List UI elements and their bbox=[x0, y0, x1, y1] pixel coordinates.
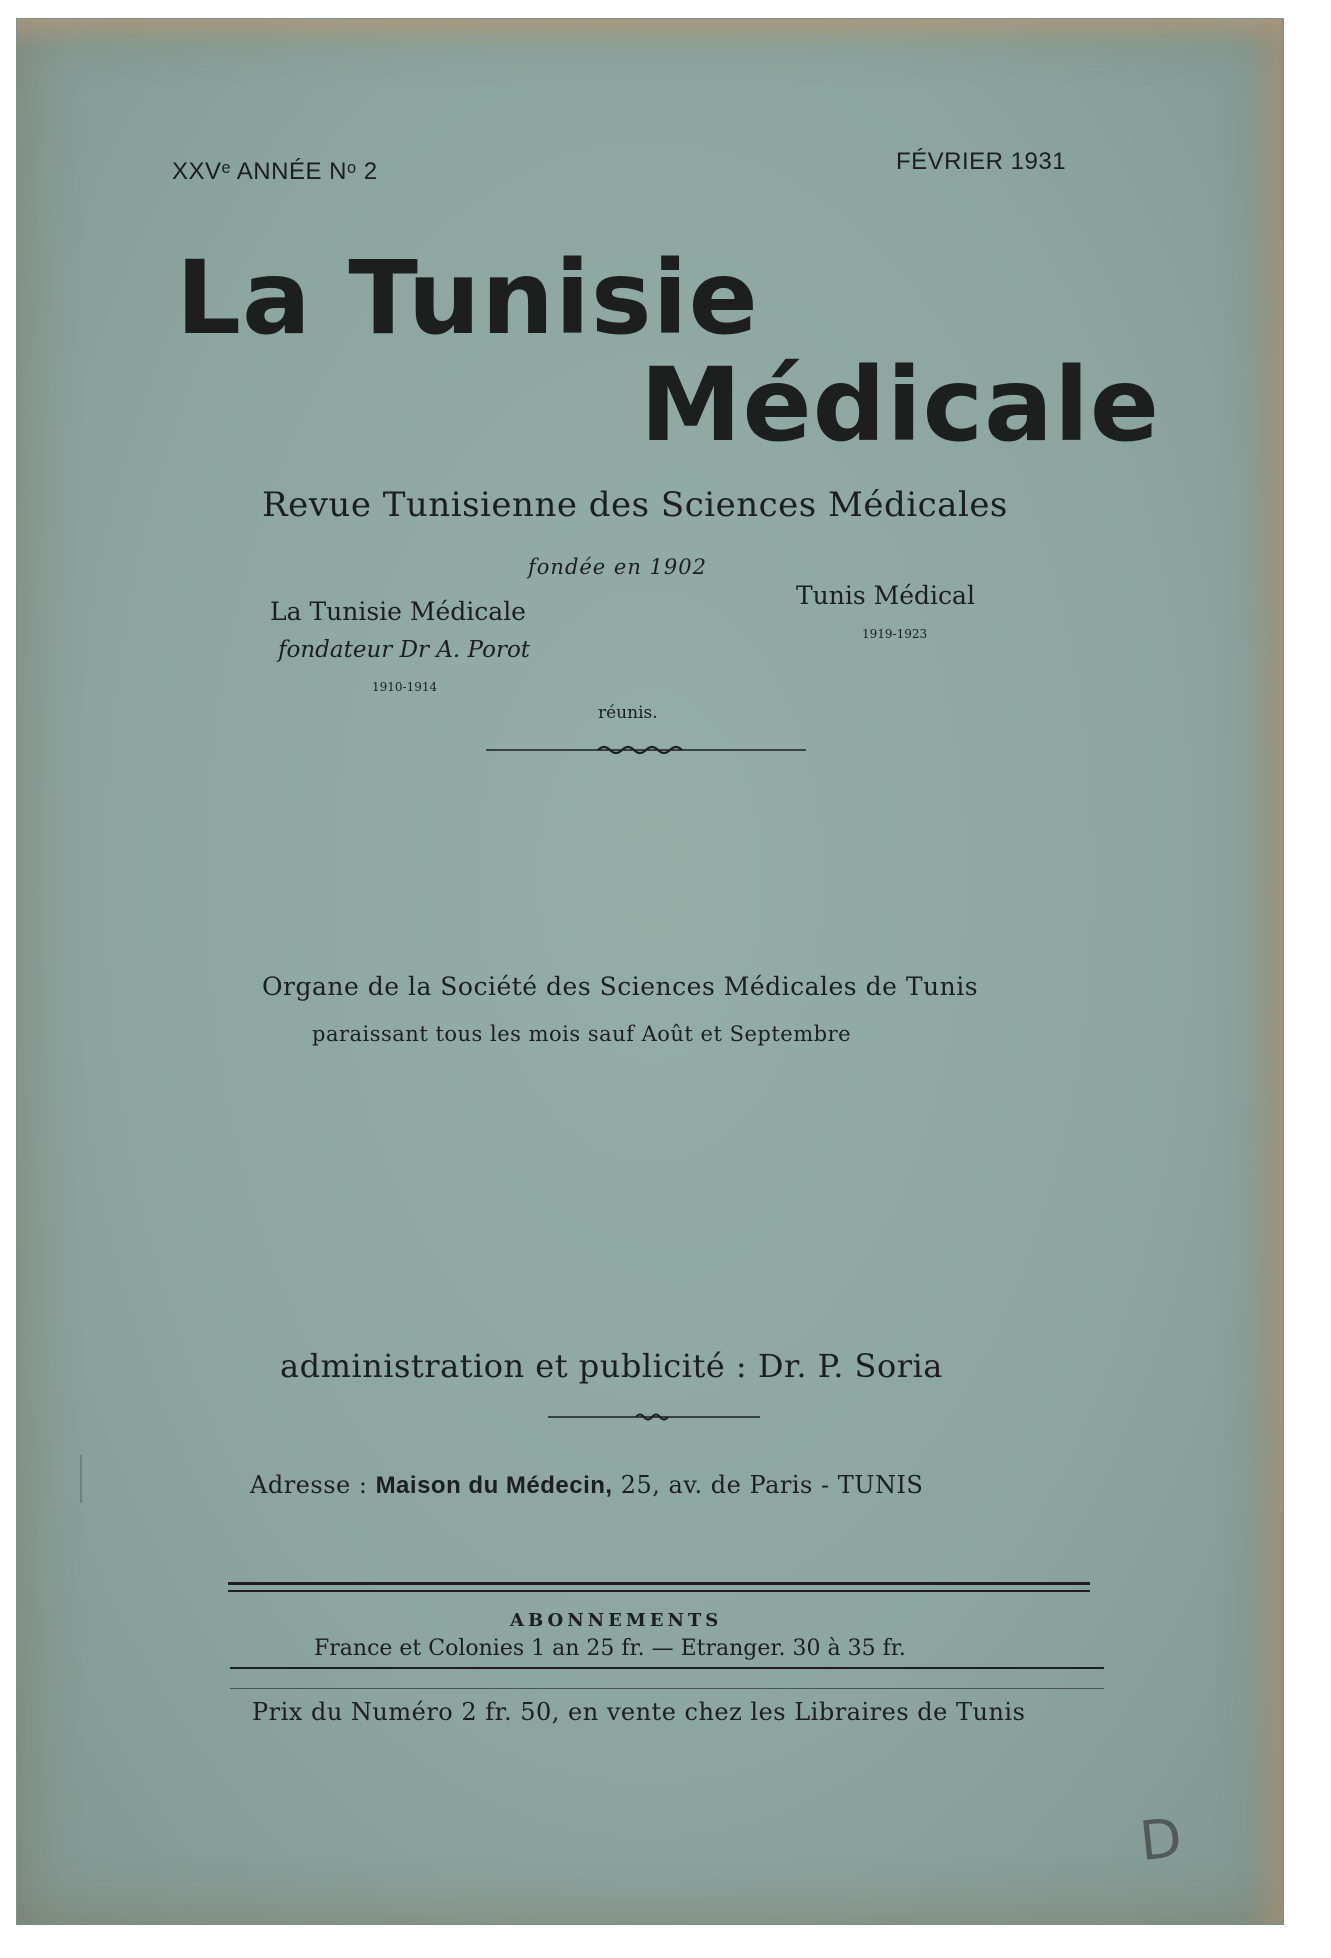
ornamental-divider-top bbox=[486, 742, 806, 758]
rule-mid bbox=[230, 1667, 1104, 1669]
issue-number: XXVᵉ ANNÉE Nᵒ 2 bbox=[172, 158, 378, 185]
merged-journal-right-name: Tunis Médical bbox=[796, 581, 975, 610]
merged-label: réunis. bbox=[598, 703, 658, 723]
pencil-annotation: D bbox=[1136, 1805, 1185, 1874]
subscription-rates: France et Colonies 1 an 25 fr. — Etranger. 30 à 35 fr. bbox=[314, 1636, 906, 1661]
double-rule-top-2 bbox=[228, 1590, 1090, 1592]
margin-mark bbox=[80, 1455, 82, 1503]
subscriptions-heading: ABONNEMENTS bbox=[510, 1610, 723, 1631]
society-organ-line: Organe de la Société des Sciences Médicales de Tunis bbox=[262, 972, 979, 1001]
merged-journal-right-years: 1919-1923 bbox=[862, 627, 928, 641]
top-edge-stain bbox=[17, 19, 1283, 49]
merged-journal-left-years: 1910-1914 bbox=[372, 680, 438, 694]
rule-above-price bbox=[230, 1688, 1104, 1689]
merged-journal-left-name: La Tunisie Médicale bbox=[270, 597, 526, 626]
publication-frequency: paraissant tous les mois sauf Août et Septembre bbox=[312, 1022, 852, 1046]
journal-title-line-2: Médicale bbox=[640, 346, 1161, 465]
journal-title-line-1: La Tunisie bbox=[176, 239, 759, 358]
ornamental-divider-bottom bbox=[548, 1410, 760, 1424]
journal-subtitle: Revue Tunisienne des Sciences Médicales bbox=[262, 485, 1008, 525]
address-line bbox=[250, 1471, 923, 1500]
right-edge-stain bbox=[1243, 19, 1283, 1924]
administration-line: administration et publicité : Dr. P. Soria bbox=[280, 1347, 943, 1385]
address-street: 25, av. de Paris - TUNIS bbox=[620, 1471, 924, 1499]
merged-journal-left-founder: fondateur Dr A. Porot bbox=[278, 637, 531, 663]
issue-price-line: Prix du Numéro 2 fr. 50, en vente chez les Libraires de Tunis bbox=[252, 1698, 1026, 1726]
double-rule-top-1 bbox=[228, 1582, 1090, 1585]
address-label: Adresse : bbox=[250, 1471, 368, 1499]
founded-year: fondée en 1902 bbox=[528, 555, 707, 579]
issue-date: FÉVRIER 1931 bbox=[896, 148, 1067, 175]
address-place: Maison du Médecin, bbox=[375, 1472, 613, 1499]
